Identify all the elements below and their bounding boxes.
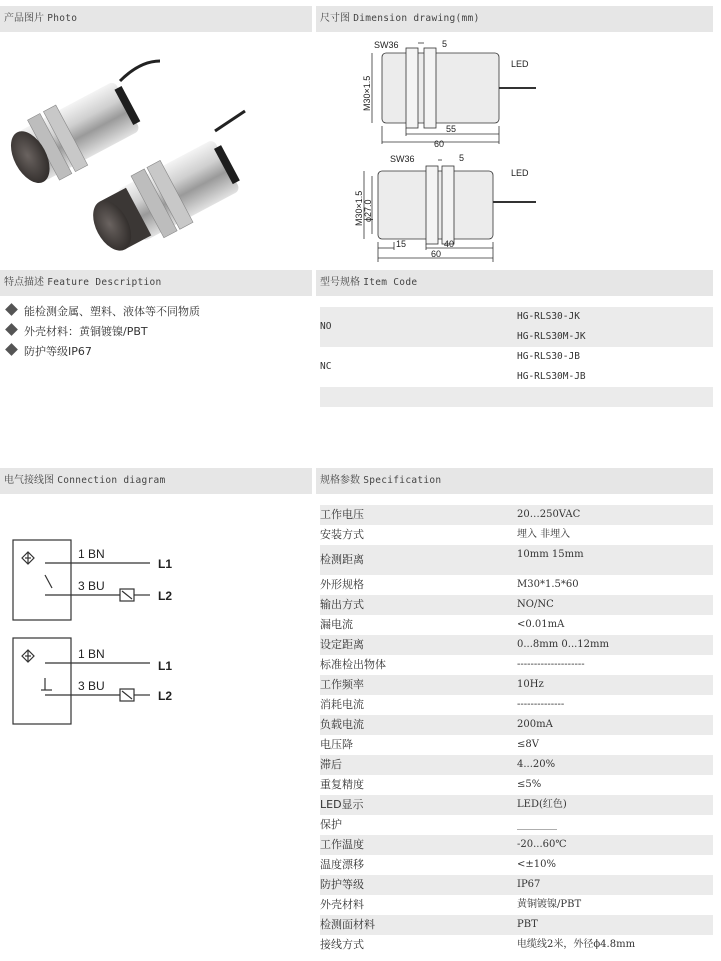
spec-row: [320, 635, 713, 655]
spec-key: 工作频率: [320, 678, 364, 691]
dim-bot-40: 40: [444, 239, 455, 249]
dim-bot-dia: ϕ27.0: [363, 199, 373, 222]
dim-top-led: LED: [511, 59, 529, 69]
wire-bn-label: 1 BN: [78, 547, 105, 561]
spec-key: 输出方式: [320, 598, 364, 611]
dim-top-55: 55: [446, 124, 457, 134]
spec-row: [320, 525, 713, 545]
l1-label: L1: [158, 659, 173, 673]
dim-top-gap: 5: [442, 39, 448, 49]
item-code-value: HG-RLS30M-JK: [517, 331, 586, 342]
spec-row: [320, 875, 713, 895]
spec-key: 滞后: [320, 758, 342, 771]
spec-row: [320, 795, 713, 815]
spec-value: 10Hz: [517, 679, 544, 690]
dim-bot-thread: M30×1.5: [354, 190, 364, 226]
dim-bot-60: 60: [431, 249, 442, 259]
spec-value: 20…250VAC: [517, 509, 581, 520]
spec-key: 工作电压: [320, 508, 364, 521]
item-code-header-cn: 型号规格: [320, 277, 360, 288]
spec-key: 标准检出物体: [320, 658, 386, 671]
dim-top-thread: M30×1.5: [362, 75, 372, 111]
item-code-value: HG-RLS30M-JB: [517, 371, 586, 382]
bullet-icon: [5, 343, 18, 356]
spec-key: 检测距离: [320, 553, 364, 566]
dimension-drawing: [316, 36, 713, 266]
dim-top-sw: SW36: [374, 40, 399, 50]
spec-key: LED显示: [320, 798, 364, 811]
spec-value: IP67: [517, 879, 541, 890]
product-photo: [0, 36, 312, 266]
spec-key: 消耗电流: [320, 698, 364, 711]
feature-header: [0, 270, 312, 296]
wire-bu-label: 3 BU: [78, 579, 105, 593]
bullet-icon: [5, 323, 18, 336]
spec-key: 外形规格: [320, 578, 364, 591]
spec-header: [316, 468, 713, 494]
spec-key: 防护等级: [320, 878, 364, 891]
spec-value: 4...20%: [517, 759, 556, 770]
spec-key: 安装方式: [320, 528, 364, 541]
l2-label: L2: [158, 589, 173, 603]
spec-key: 保护: [320, 818, 342, 831]
spec-value: 0...8mm 0...12mm: [517, 639, 609, 650]
spec-value: <0.01mA: [517, 619, 565, 630]
spec-value: ________: [517, 819, 557, 830]
spec-value: ≤8V: [517, 739, 539, 750]
spec-value: M30*1.5*60: [517, 579, 579, 590]
spec-value: NO/NC: [517, 599, 554, 610]
connection-diagram: [0, 500, 312, 740]
spec-key: 重复精度: [320, 778, 364, 791]
spec-key: 外壳材料: [320, 898, 364, 911]
spec-value: --------------------: [517, 659, 585, 670]
feature-text: 能检测金属、塑料、液体等不同物质: [24, 305, 200, 318]
spec-row: [320, 895, 713, 915]
spec-row: [320, 575, 713, 595]
dimension-header-en: Dimension drawing(mm): [353, 13, 480, 24]
spec-row: [320, 835, 713, 855]
dim-bot-gap: 5: [459, 153, 465, 163]
photo-header: [0, 6, 312, 32]
photo-header-en: Photo: [47, 13, 78, 24]
feature-item: [4, 342, 92, 362]
spec-row: [320, 915, 713, 935]
dim-top-60: 60: [434, 139, 445, 149]
item-code-type: NO: [320, 321, 332, 332]
item-code-header-en: Item Code: [363, 277, 418, 288]
spec-row: [320, 545, 713, 575]
spec-row: [320, 735, 713, 755]
connection-header: [0, 468, 312, 494]
spec-row: [320, 855, 713, 875]
dim-bot-sw: SW36: [390, 154, 415, 164]
spec-header-cn: 规格参数: [320, 475, 360, 486]
spec-value: 200mA: [517, 719, 553, 730]
spec-row: [320, 715, 713, 735]
wire-bn-label: 1 BN: [78, 647, 105, 661]
dimension-header-cn: 尺寸图: [320, 13, 350, 24]
dim-bot-15: 15: [396, 239, 407, 249]
spec-value: -20...60℃: [517, 839, 567, 850]
item-code-blank-row: [320, 387, 713, 407]
l1-label: L1: [158, 557, 173, 571]
dimension-header: [316, 6, 713, 32]
photo-header-cn: 产品图片: [4, 13, 44, 24]
bullet-icon: [5, 303, 18, 316]
spec-row: [320, 775, 713, 795]
spec-key: 设定距离: [320, 638, 364, 651]
item-code-value: HG-RLS30-JB: [517, 351, 580, 362]
spec-row: [320, 755, 713, 775]
l2-label: L2: [158, 689, 173, 703]
item-code-value: HG-RLS30-JK: [517, 311, 580, 322]
feature-item: [4, 302, 200, 322]
spec-value: PBT: [517, 919, 538, 930]
spec-key: 接线方式: [320, 938, 364, 951]
spec-header-en: Specification: [363, 475, 442, 486]
spec-key: 漏电流: [320, 618, 353, 631]
spec-row: [320, 935, 713, 955]
connection-header-en: Connection diagram: [57, 475, 166, 486]
spec-key: 负载电流: [320, 718, 364, 731]
spec-row: [320, 655, 713, 675]
spec-value: 电缆线2米，外径ϕ4.8mm: [517, 939, 636, 950]
feature-header-en: Feature Description: [47, 277, 162, 288]
connection-header-cn: 电气接线图: [4, 475, 54, 486]
item-code-header: [316, 270, 713, 296]
spec-row: [320, 615, 713, 635]
dim-bot-led: LED: [511, 168, 529, 178]
spec-key: 电压降: [320, 738, 353, 751]
item-code-type: NC: [320, 361, 332, 372]
spec-value: LED(红色): [517, 799, 567, 810]
spec-row: [320, 675, 713, 695]
spec-value: ≤5%: [517, 779, 542, 790]
item-code-row: [320, 347, 713, 387]
spec-row: [320, 505, 713, 525]
spec-value: 10mm 15mm: [517, 549, 584, 560]
spec-row: [320, 815, 713, 835]
spec-value: 黄铜镀镍/PBT: [517, 899, 582, 910]
wire-bu-label: 3 BU: [78, 679, 105, 693]
spec-key: 温度漂移: [320, 858, 364, 871]
feature-item: [4, 322, 148, 342]
spec-value: <±10%: [517, 859, 556, 870]
spec-value: 埋入 非埋入: [517, 529, 571, 540]
feature-header-cn: 特点描述: [4, 277, 44, 288]
spec-key: 检测面材料: [320, 918, 375, 931]
spec-row: [320, 595, 713, 615]
feature-text: 防护等级IP67: [24, 345, 92, 358]
spec-value: --------------: [517, 699, 565, 710]
spec-key: 工作温度: [320, 838, 364, 851]
item-code-row: [320, 307, 713, 347]
feature-text: 外壳材料：黄铜镀镍/PBT: [24, 325, 148, 338]
spec-row: [320, 695, 713, 715]
